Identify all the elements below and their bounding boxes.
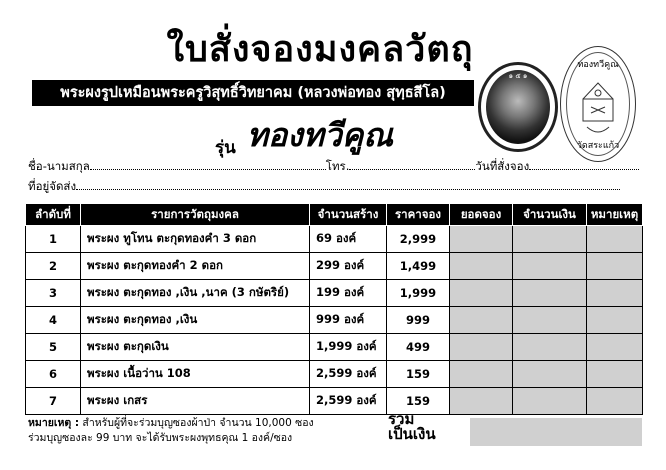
series-name: ทองทวีคูณ (246, 116, 393, 154)
name-field[interactable] (90, 158, 326, 170)
row-amount-cell[interactable] (513, 361, 587, 388)
row-amount-cell[interactable] (513, 334, 587, 361)
row-qty: 2,599 องค์ (310, 361, 387, 388)
table-header-row (26, 204, 643, 226)
row-amount-cell[interactable] (513, 307, 587, 334)
header-remark: หมายเหตุ (587, 204, 643, 226)
phone-field[interactable] (349, 158, 475, 170)
total-amount-field[interactable] (470, 418, 642, 446)
document-title: ใบสั่งจองมงคลวัตถุ (166, 29, 474, 70)
total-label-line-2: เป็นเงิน (388, 425, 436, 443)
row-ordered-cell[interactable] (450, 388, 513, 415)
remark-note (28, 416, 314, 446)
row-qty: 199 องค์ (310, 280, 387, 307)
row-no: 1 (26, 226, 81, 253)
row-amount-cell[interactable] (513, 226, 587, 253)
form-row-name (28, 158, 639, 176)
address-label: ที่อยู่จัดส่ง (28, 179, 77, 193)
row-ordered-cell[interactable] (450, 280, 513, 307)
row-item: พระผง เนื้อว่าน 108 (81, 361, 310, 388)
name-label: ชื่อ-นามสกุล (28, 159, 90, 173)
row-no: 4 (26, 307, 81, 334)
row-item: พระผง ตะกุดเงิน (81, 334, 310, 361)
row-qty: 999 องค์ (310, 307, 387, 334)
row-price: 159 (387, 361, 450, 388)
table-row (26, 388, 643, 415)
row-remark-cell[interactable] (587, 334, 643, 361)
row-remark-cell[interactable] (587, 253, 643, 280)
table-row (26, 280, 643, 307)
row-item: พระผง ตะกุดทอง ,เงิน (81, 307, 310, 334)
row-price: 2,999 (387, 226, 450, 253)
row-no: 3 (26, 280, 81, 307)
row-remark-cell[interactable] (587, 361, 643, 388)
row-qty: 1,999 องค์ (310, 334, 387, 361)
row-price: 1,499 (387, 253, 450, 280)
row-qty: 299 องค์ (310, 253, 387, 280)
row-amount-cell[interactable] (513, 388, 587, 415)
date-label: วันที่สั่งจอง (475, 159, 530, 173)
amulet-seal-image (560, 46, 636, 162)
row-qty: 69 องค์ (310, 226, 387, 253)
remark-line-2: ร่วมบุญซองละ 99 บาท จะได้รับพระผงพุทธคุณ 1 องค์/ซอง (28, 432, 293, 444)
row-no: 6 (26, 361, 81, 388)
table-row (26, 334, 643, 361)
remark-line-1: สำหรับผู้ที่จะร่วมบุญซองผ้าป่า จำนวน 10,000 ซอง (82, 417, 314, 429)
row-item: พระผง เกสร (81, 388, 310, 415)
amulet-subtitle-bar: พระผงรูปเหมือนพระครูวิสุทธิ์วิทยาคม (หลวงพ่อทอง สุทฺธสีโล) (32, 80, 474, 106)
table-row (26, 226, 643, 253)
row-qty: 2,599 องค์ (310, 388, 387, 415)
row-remark-cell[interactable] (587, 307, 643, 334)
address-field[interactable] (76, 178, 620, 190)
header-qty: จำนวนสร้าง (310, 204, 387, 226)
series-label: รุ่น (215, 138, 236, 158)
header-ordered: ยอดจอง (450, 204, 513, 226)
table-row (26, 307, 643, 334)
row-item: พระผง ตะกุดทองคำ 2 ดอก (81, 253, 310, 280)
row-ordered-cell[interactable] (450, 307, 513, 334)
series-heading (215, 110, 393, 158)
table-row (26, 253, 643, 280)
row-price: 1,999 (387, 280, 450, 307)
remark-label: หมายเหตุ : (28, 417, 80, 429)
header-no: ลำดับที่ (26, 204, 81, 226)
row-no: 7 (26, 388, 81, 415)
row-item: พระผง ทูโทน ตะกุดทองคำ 3 ดอก (81, 226, 310, 253)
form-row-address (28, 178, 620, 196)
seal-top-text: ทองทวีคูณ (577, 60, 619, 70)
row-price: 999 (387, 307, 450, 334)
row-amount-cell[interactable] (513, 280, 587, 307)
phone-label: โทร. (325, 159, 350, 173)
row-ordered-cell[interactable] (450, 226, 513, 253)
portrait-top-text: ๑ ๕ ๑ (508, 72, 528, 80)
seal-bottom-text: วัดสระแก้ว (576, 141, 620, 151)
row-price: 159 (387, 388, 450, 415)
row-amount-cell[interactable] (513, 253, 587, 280)
row-item: พระผง ตะกุดทอง ,เงิน ,นาค (3 กษัตริย์) (81, 280, 310, 307)
header-price: ราคาจอง (387, 204, 450, 226)
date-field[interactable] (529, 158, 639, 170)
header-amount: จำนวนเงิน (513, 204, 587, 226)
row-price: 499 (387, 334, 450, 361)
header-item: รายการวัตถุมงคล (81, 204, 310, 226)
total-label (388, 412, 436, 442)
total-label-line-1: รวม (388, 410, 415, 428)
row-remark-cell[interactable] (587, 280, 643, 307)
row-ordered-cell[interactable] (450, 334, 513, 361)
table-row (26, 361, 643, 388)
row-remark-cell[interactable] (587, 388, 643, 415)
row-ordered-cell[interactable] (450, 253, 513, 280)
row-remark-cell[interactable] (587, 226, 643, 253)
monk-portrait-image (478, 62, 558, 152)
order-table (25, 203, 643, 415)
row-no: 2 (26, 253, 81, 280)
row-no: 5 (26, 334, 81, 361)
row-ordered-cell[interactable] (450, 361, 513, 388)
